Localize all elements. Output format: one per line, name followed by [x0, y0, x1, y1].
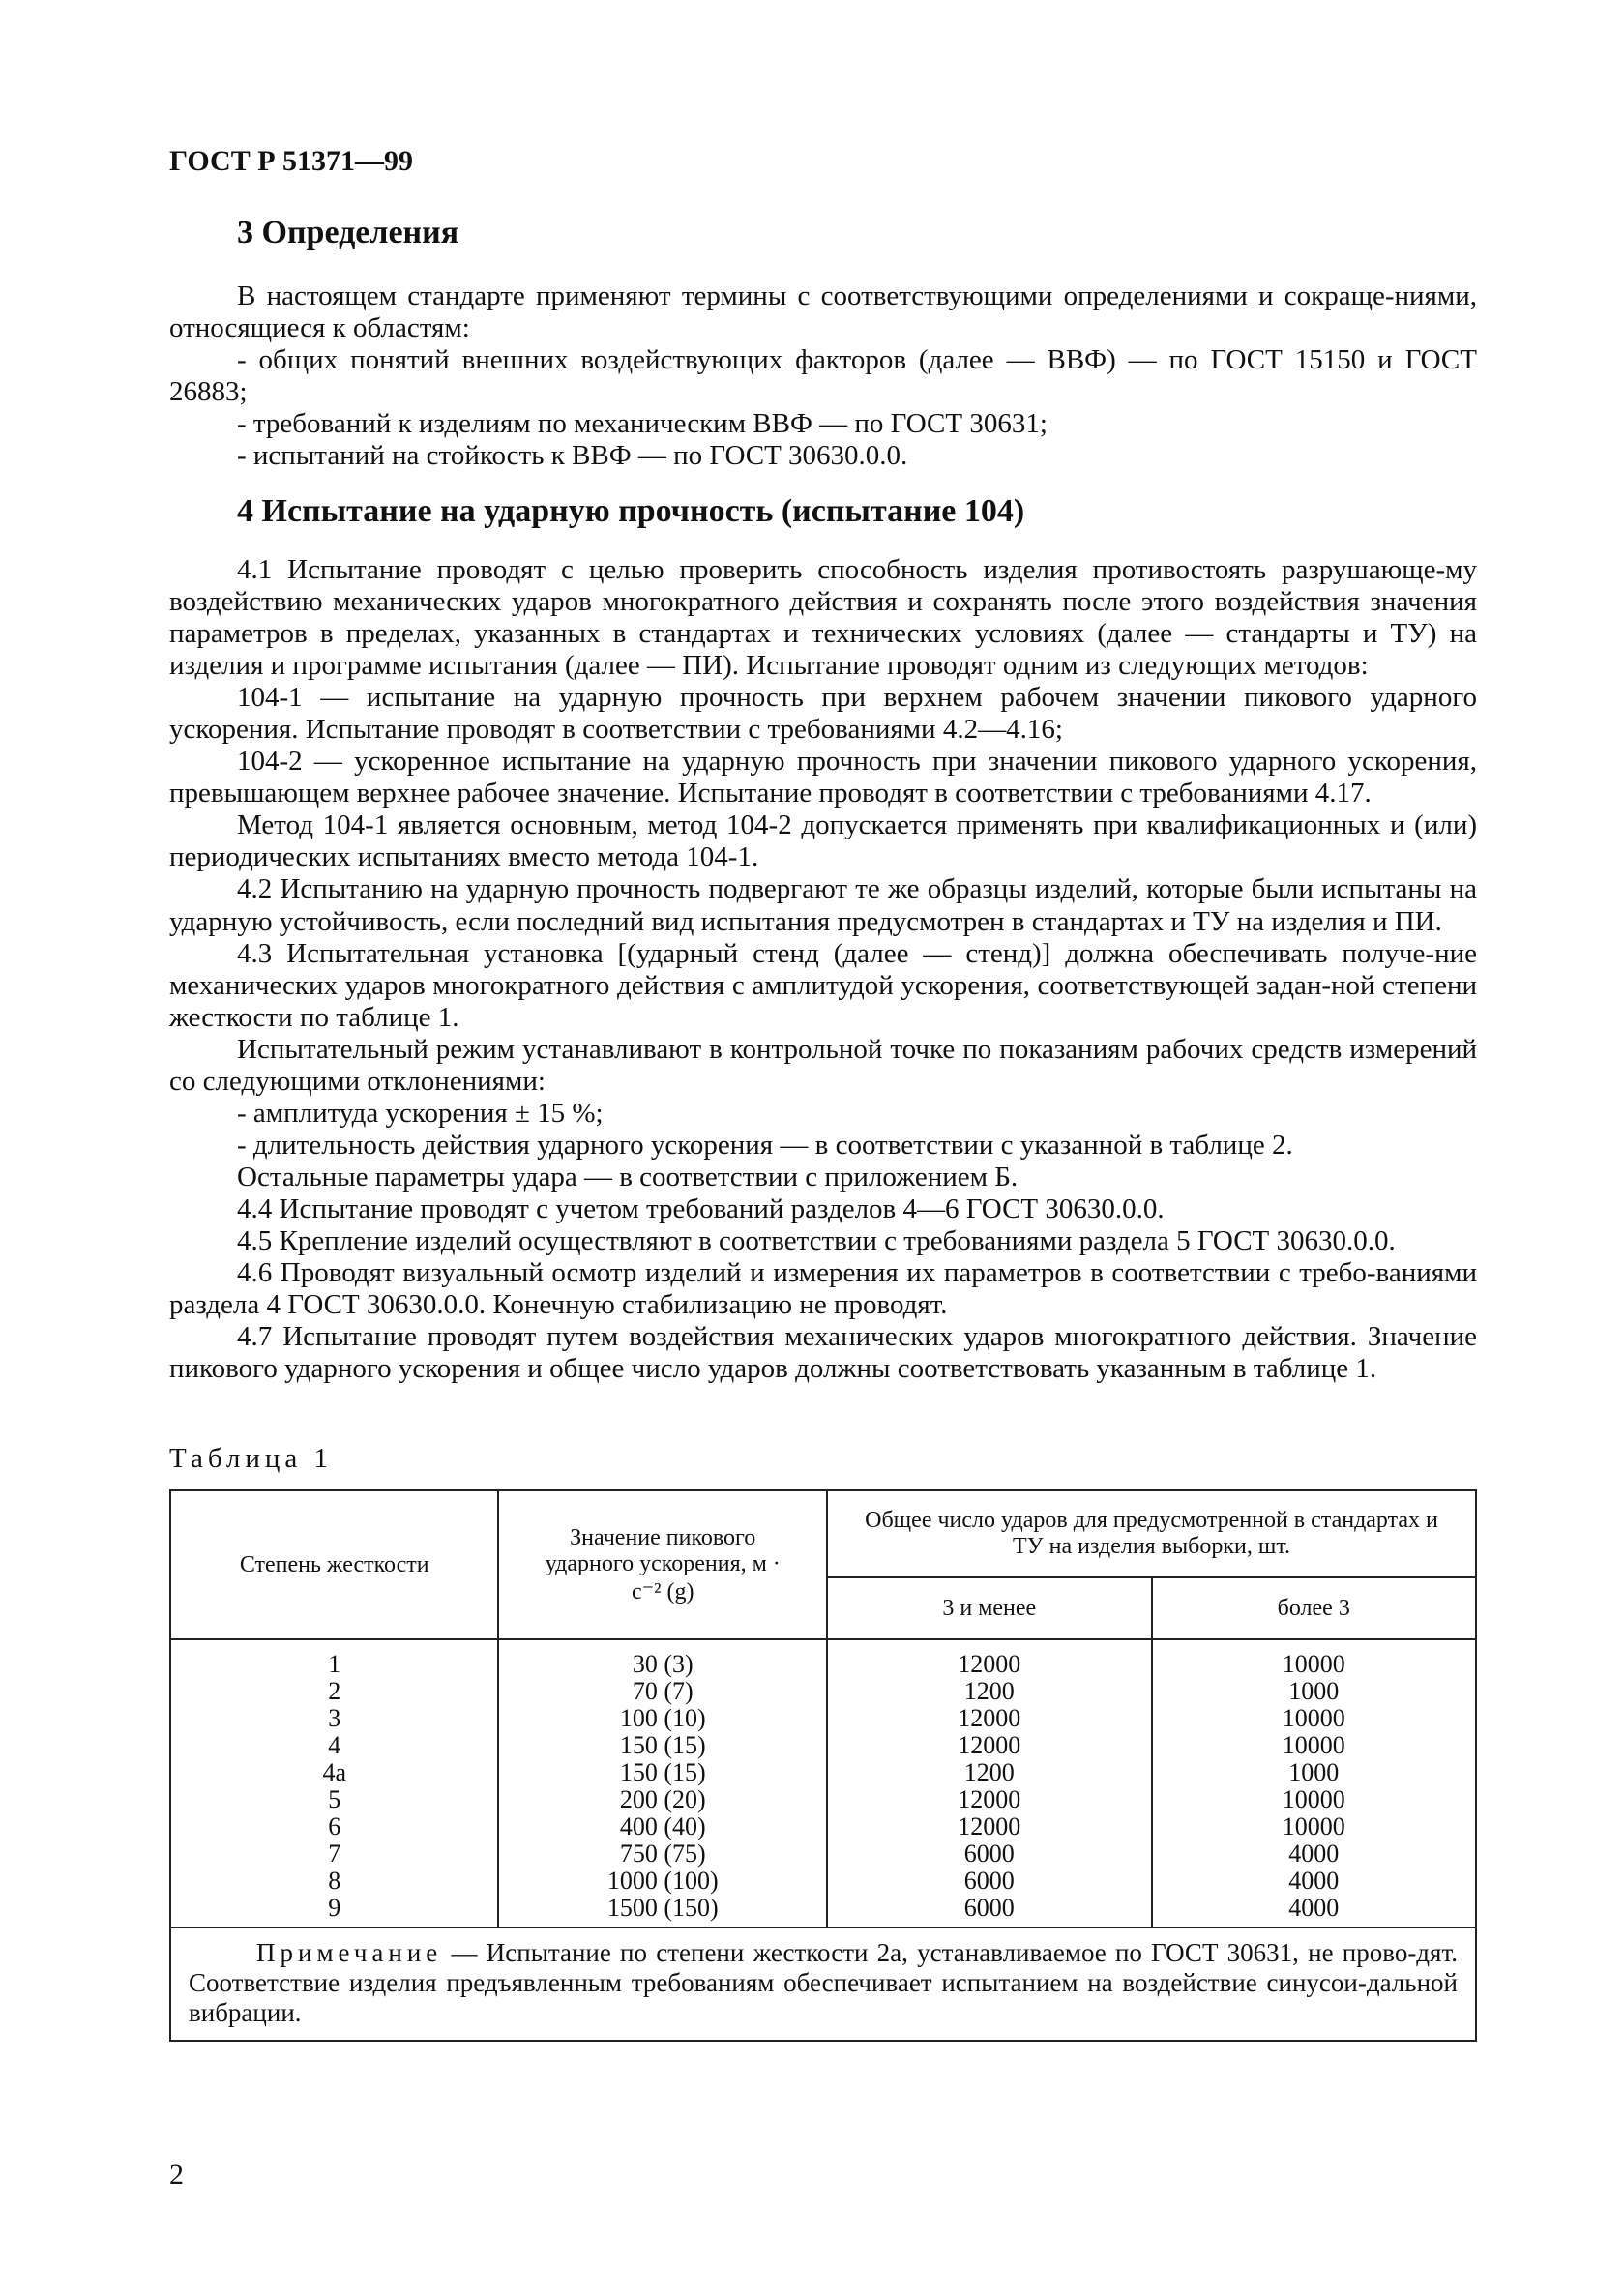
table-cell: 12000 [958, 1704, 1021, 1732]
table-cell: 12000 [958, 1731, 1021, 1759]
section-4-title: 4 Испытание на ударную прочность (испытание 104) [237, 493, 1025, 529]
table-cell: 6 [328, 1812, 341, 1840]
paragraph: 4.4 Испытание проводят с учетом требований разделов 4—6 ГОСТ 30630.0.0. [237, 1192, 1165, 1224]
table-cell: 10000 [1282, 1785, 1345, 1813]
table-cell: 1000 (100) [606, 1867, 719, 1895]
paragraph: 4.3 Испытательная установка [(ударный стенд (далее — стенд)] должна обеспечивать получе-ние механических ударов многократного действия с амплитудой ускорения, соответствующей задан-ной степени жесткости по таблице 1. [169, 937, 1477, 1033]
table-cell: 6000 [963, 1867, 1015, 1895]
table-cell: 150 (15) [619, 1758, 706, 1786]
table-caption: Таблица 1 [169, 1443, 334, 1474]
accel-column [498, 1639, 827, 1928]
paragraph: 4.2 Испытанию на ударную прочность подвергают те же образцы изделий, которые были испытаны на ударную устойчивость, если последний вид испытания предусмотрен в стандартах и ТУ на изделия и ПИ. [169, 873, 1477, 937]
subheader-gt3: более 3 [1152, 1577, 1477, 1639]
table-cell: 5 [328, 1785, 341, 1813]
table-cell: 1200 [963, 1758, 1015, 1786]
table-cell: 4000 [1288, 1840, 1340, 1868]
table-cell: 1500 (150) [606, 1894, 719, 1922]
paragraph: В настоящем стандарте применяют термины с соответствующими определениями и сокраще-ниями, относящиеся к областям: [169, 280, 1477, 344]
page-number: 2 [169, 2159, 184, 2191]
table-cell: 12000 [958, 1785, 1021, 1813]
table-cell: 10000 [1282, 1812, 1345, 1840]
paragraph: - длительность действия ударного ускорения — в соответствии с указанной в таблице 2. [237, 1129, 1293, 1161]
paragraph: 4.6 Проводят визуальный осмотр изделий и измерения их параметров в соответствии с требо-ваниями раздела 4 ГОСТ 30630.0.0. Конечную стабилизацию не проводят. [169, 1257, 1477, 1321]
table-cell: 6000 [963, 1840, 1015, 1868]
table-cell: 12000 [958, 1650, 1021, 1678]
table-cell: 4000 [1288, 1894, 1340, 1922]
table-cell: 1000 [1288, 1758, 1340, 1786]
table-cell: 4 [328, 1731, 341, 1759]
paragraph: - испытаний на стойкость к ВВФ — по ГОСТ 30630.0.0. [237, 440, 908, 472]
section-4-body [169, 554, 1477, 1385]
paragraph: - общих понятий внешних воздействующих факторов (далее — ВВФ) — по ГОСТ 15150 и ГОСТ 26883; [169, 344, 1477, 408]
table-cell: 6000 [963, 1894, 1015, 1922]
document-header: ГОСТ Р 51371—99 [169, 145, 414, 177]
paragraph: - амплитуда ускорения ± 15 %; [237, 1097, 604, 1129]
note-label: Примечание [256, 1938, 443, 1967]
subheader-le3: 3 и менее [827, 1577, 1151, 1639]
table-cell: 3 [328, 1704, 341, 1732]
paragraph: Остальные параметры удара — в соответствии с приложением Б. [237, 1161, 1019, 1192]
table-cell: 10000 [1282, 1731, 1345, 1759]
table-1 [169, 1489, 1477, 2042]
table-cell: 1200 [963, 1677, 1015, 1705]
table-cell: 10000 [1282, 1704, 1345, 1732]
table-cell: 12000 [958, 1812, 1021, 1840]
paragraph: 104-1 — испытание на ударную прочность при верхнем рабочем значении пикового ударного ускорения. Испытание проводят в соответствии с требованиями 4.2—4.16; [169, 682, 1477, 746]
paragraph: - требований к изделиям по механическим ВВФ — по ГОСТ 30631; [237, 408, 1048, 440]
table-cell: 150 (15) [619, 1731, 706, 1759]
col-header-accel: Значение пикового ударного ускорения, м · с⁻² (g) [498, 1490, 827, 1639]
section-3-body [169, 280, 1477, 472]
table-cell: 9 [328, 1894, 341, 1922]
table-cell: 10000 [1282, 1650, 1345, 1678]
paragraph: 4.5 Крепление изделий осуществляют в соответствии с требованиями раздела 5 ГОСТ 30630.0.0. [237, 1224, 1396, 1256]
section-3-title: 3 Определения [237, 215, 459, 250]
table-cell: 30 (3) [632, 1650, 694, 1678]
paragraph: 4.7 Испытание проводят путем воздействия механических ударов многократного действия. Значение пикового ударного ускорения и общее число ударов должны соответствовать указанным в таблице 1. [169, 1321, 1477, 1385]
table-cell: 2 [328, 1677, 341, 1705]
table-cell: 1000 [1288, 1677, 1340, 1705]
degree-column [170, 1639, 498, 1928]
paragraph: 4.1 Испытание проводят с целью проверить способность изделия противостоять разрушающе-му воздействию механических ударов многократного действия и сохранять после этого воздействия значения параметров в пределах, указанных в стандартах и технических условиях (далее — стандарты и ТУ) на изделия и программе испытания (далее — ПИ). Испытание проводят одним из следующих методов: [169, 554, 1477, 682]
table-cell: 7 [328, 1840, 341, 1868]
col-header-degree: Степень жесткости [170, 1490, 498, 1639]
table-cell: 100 (10) [619, 1704, 706, 1732]
table-cell: 1 [328, 1650, 341, 1678]
paragraph: Метод 104-1 является основным, метод 104-2 допускается применять при квалификационных и (или) периодических испытаниях вместо метода 104-1. [169, 809, 1477, 873]
table-cell: 400 (40) [619, 1812, 706, 1840]
note-text: — Испытание по степени жесткости 2а, устанавливаемое по ГОСТ 30631, не прово-дят. Соответствие изделия предъявленным требованиям обеспечивает испытанием на воздействие синусои-дальной вибрации. [189, 1938, 1458, 2028]
table-note [170, 1928, 1476, 2041]
table-cell: 750 (75) [619, 1840, 706, 1868]
count-le3-column [827, 1639, 1151, 1928]
col-header-count: Общее число ударов для предусмотренной в стандартах и ТУ на изделия выборки, шт. [827, 1490, 1476, 1577]
paragraph: 104-2 — ускоренное испытание на ударную прочность при значении пикового ударного ускорения, превышающем верхнее рабочее значение. Испытание проводят в соответствии с требованиями 4.17. [169, 746, 1477, 809]
paragraph: Испытательный режим устанавливают в контрольной точке по показаниям рабочих средств измерений со следующими отклонениями: [169, 1033, 1477, 1097]
count-gt3-column [1152, 1639, 1477, 1928]
table-cell: 4000 [1288, 1867, 1340, 1895]
table-cell: 70 (7) [632, 1677, 694, 1705]
table-cell: 4а [322, 1758, 346, 1786]
table-cell: 8 [328, 1867, 341, 1895]
table-cell: 200 (20) [619, 1785, 706, 1813]
